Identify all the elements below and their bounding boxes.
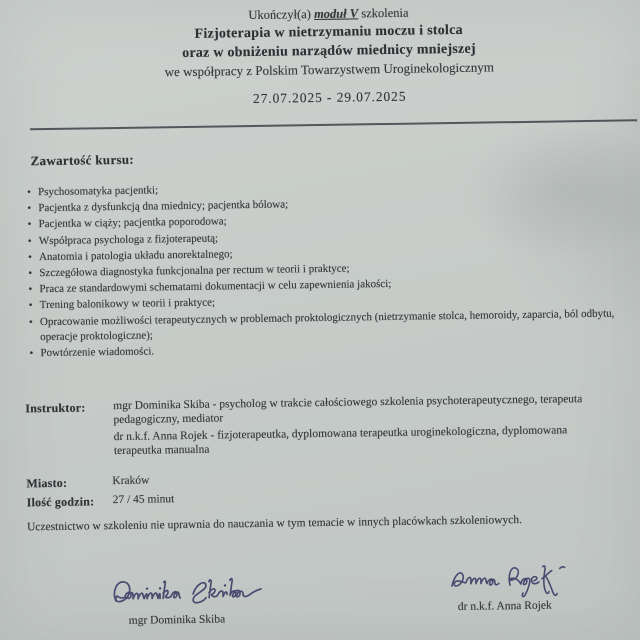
course-item: • Praca ze standardowymi schematami dokumentacji w celu zapewnienia jakości; (28, 274, 617, 298)
course-title-line2: oraz w obniżeniu narządów miednicy mniejszej (182, 41, 476, 62)
city-value: Kraków (112, 474, 150, 488)
city-label: Miasto: (26, 475, 68, 491)
horizontal-rule (30, 119, 637, 130)
signature-anna-rojek (442, 558, 583, 612)
signature-name-left: mgr Dominika Skiba (128, 613, 226, 627)
course-item: • Pacjentka z dysfunkcją dna miednicy; pacjentka bólowa; (27, 193, 616, 217)
date-range: 27.07.2025 - 29.07.2025 (252, 88, 407, 106)
instructor-entry-line: dr n.k.f. Anna Rojek - fizjoterapeutka, dyplomowana terapeutka uroginekologiczna, dyplomowana (113, 424, 568, 444)
course-item: • Psychosomatyka pacjentki; (27, 177, 616, 201)
hours-label: Ilość godzin: (26, 494, 95, 510)
instructor-entry-line: pedagogiczny, mediator (113, 412, 224, 426)
signature-dominika-skiba (108, 569, 274, 617)
course-item: • Szczegółowa diagnostyka funkcjonalna per rectum w teorii i praktyce; (28, 258, 617, 282)
footnote: Uczestnictwo w szkoleniu nie uprawnia do nauczania w tym temacie w innych placówkach szkoleniowych. (26, 514, 523, 534)
course-contents-heading: Zawartość kursu: (30, 151, 135, 169)
instructor-label: Instruktor: (25, 400, 86, 416)
completion-suffix: szkolenia (358, 5, 409, 21)
instructor-entry-line: terapeutka manualna (113, 443, 210, 457)
completion-prefix: Ukończył(a) (248, 7, 315, 23)
course-item: • Anatomia i patologia układu anorektalnego; (28, 241, 617, 265)
cooperation-line: we współpracy z Polskim Towarzystwem Uroginekologicznym (164, 59, 494, 80)
course-item: • Pacjentka w ciąży; pacjentka poporodowa; (27, 209, 616, 233)
module-emphasis: moduł V (313, 6, 359, 22)
instructor-entries (113, 393, 596, 459)
course-title-line1: Fizjoterapia w nietrzymaniu moczu i stolca (194, 22, 463, 42)
signature-script-icon (108, 569, 274, 617)
course-item: • Trening balonikowy w teorii i praktyce; (29, 290, 618, 314)
certificate-header (28, 1, 629, 110)
instructor-entry-line: mgr Dominika Skiba - psycholog w trakcie całościowego szkolenia psychoterapeutycznego, terapeuta (113, 393, 583, 413)
signature-script-icon (442, 558, 583, 612)
hours-value: 27 / 45 minut (112, 493, 175, 507)
course-item: • Współpraca psychologa z fizjoterapeutą; (28, 225, 617, 249)
signature-name-right: dr n.k.f. Anna Rojek (457, 599, 552, 613)
course-item: • Powtórzenie wiadomości. (29, 338, 618, 362)
course-contents-list (27, 177, 619, 363)
course-item: • Opracowanie możliwości terapeutycznych w problemach proktologicznych (nietrzymanie stolca, hemoroidy, zaparcia, ból odbytu, operacje proktologiczne); (29, 306, 618, 346)
